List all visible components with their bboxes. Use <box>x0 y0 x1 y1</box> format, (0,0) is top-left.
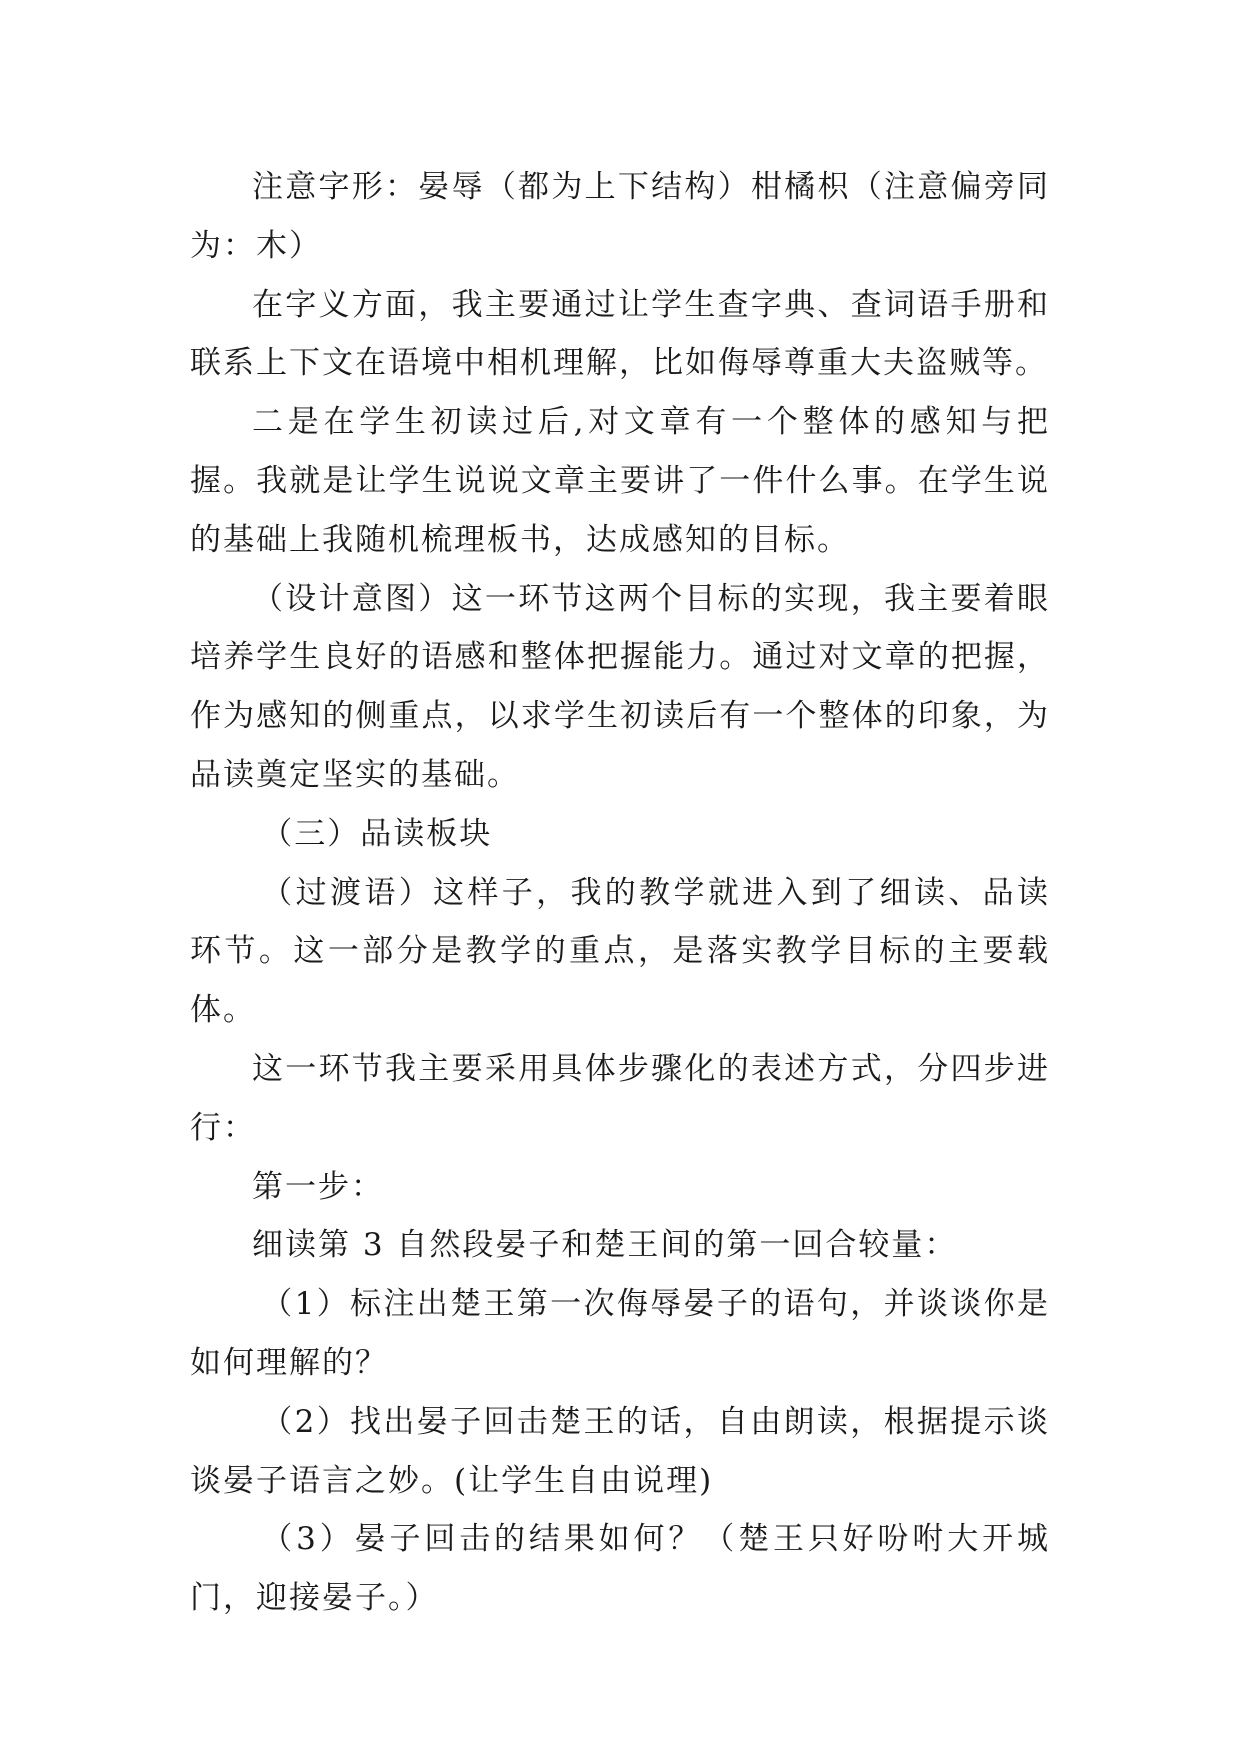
step-heading: 第一步： <box>252 1168 384 1205</box>
paragraph-overall-perception: 二是在学生初读过后,对文章有一个整体的感知与把握。我就是让学生说说文章主要讲了一件什么事。在学生说的基础上我随机梳理板书，达成感知的目标。 <box>190 404 1050 558</box>
section-heading: （三）品读板块 <box>261 815 493 852</box>
paragraph-step-one: 细读第 3 自然段晏子和楚王间的第一回合较量： <box>252 1227 958 1264</box>
paragraph-word-meaning: 在字义方面，我主要通过让学生查字典、查词语手册和联系上下文在语境中相机理解，比如侮辱尊重大夫盗贼等。 <box>190 286 1050 382</box>
paragraph-design-intent: （设计意图）这一环节这两个目标的实现，我主要着眼培养学生良好的语感和整体把握能力。通过对文章的把握，作为感知的侧重点，以求学生初读后有一个整体的印象，为品读奠定坚实的基础。 <box>190 580 1050 793</box>
list-item-2: （2）找出晏子回击楚王的话，自由朗读，根据提示谈谈晏子语言之妙。(让学生自由说理) <box>190 1403 1050 1499</box>
paragraph-method: 这一环节我主要采用具体步骤化的表述方式，分四步进行： <box>190 1050 1050 1146</box>
list-item-1: （1）标注出楚王第一次侮辱晏子的语句，并谈谈你是如何理解的？ <box>190 1286 1050 1381</box>
list-item-3: （3）晏子回击的结果如何？（楚王只好吩咐大开城门，迎接晏子。） <box>190 1521 1050 1617</box>
paragraph-glyph-note: 注意字形：晏辱（都为上下结构）柑橘枳（注意偏旁同为：木） <box>190 169 1050 264</box>
document-body <box>190 158 1050 1628</box>
paragraph-transition: （过渡语）这样子，我的教学就进入到了细读、品读环节。这一部分是教学的重点，是落实教学目标的主要载体。 <box>190 874 1050 1029</box>
